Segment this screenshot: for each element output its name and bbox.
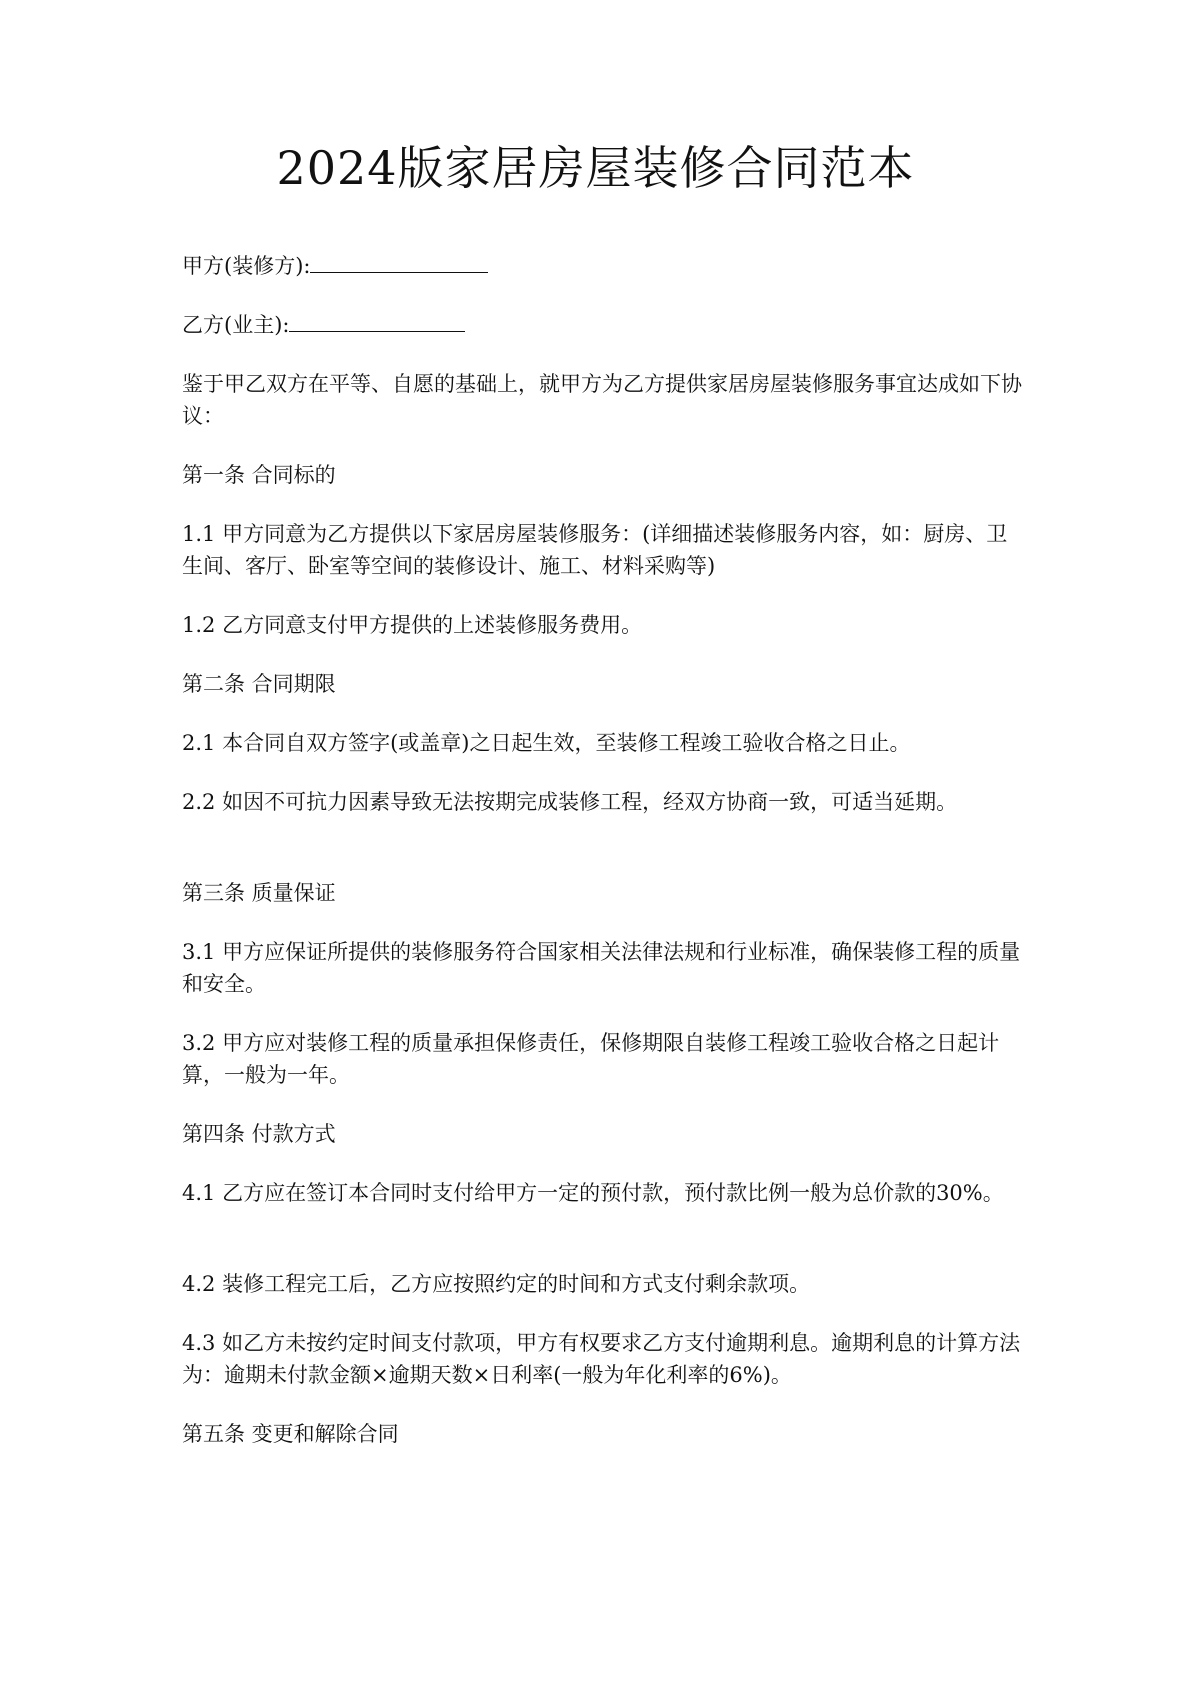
party-a-blank: [310, 250, 488, 273]
intro-paragraph: 鉴于甲乙双方在平等、自愿的基础上，就甲方为乙方提供家居房屋装修服务事宜达成如下协议：: [182, 372, 1022, 428]
clause-2-1: 2.1 本合同自双方签字(或盖章)之日起生效，至装修工程竣工验收合格之日止。: [182, 731, 911, 755]
article-1-heading: 第一条 合同标的: [182, 463, 336, 487]
party-b-label: 乙方(业主):: [182, 313, 290, 337]
party-b-line: [182, 309, 1022, 341]
clause-4-2: 4.2 装修工程完工后，乙方应按照约定的时间和方式支付剩余款项。: [182, 1272, 811, 1296]
article-2-heading: 第二条 合同期限: [182, 672, 336, 696]
article-5-heading: 第五条 变更和解除合同: [182, 1422, 399, 1446]
party-a-line: [182, 250, 1022, 282]
clause-1-1: 1.1 甲方同意为乙方提供以下家居房屋装修服务：(详细描述装修服务内容，如：厨房、卫生间、客厅、卧室等空间的装修设计、施工、材料采购等): [182, 522, 1008, 578]
clause-3-1: 3.1 甲方应保证所提供的装修服务符合国家相关法律法规和行业标准，确保装修工程的质量和安全。: [182, 940, 1021, 996]
party-b-blank: [289, 309, 465, 332]
clause-1-2: 1.2 乙方同意支付甲方提供的上述装修服务费用。: [182, 613, 643, 637]
clause-2-2: 2.2 如因不可抗力因素导致无法按期完成装修工程，经双方协商一致，可适当延期。: [182, 790, 958, 814]
clause-4-1: 4.1 乙方应在签订本合同时支付给甲方一定的预付款，预付款比例一般为总价款的30%。: [182, 1181, 1004, 1205]
clause-4-3: 4.3 如乙方未按约定时间支付款项，甲方有权要求乙方支付逾期利息。逾期利息的计算方法为：逾期未付款金额×逾期天数×日利率(一般为年化利率的6%)。: [182, 1331, 1021, 1387]
article-4-heading: 第四条 付款方式: [182, 1122, 336, 1146]
document-title: 2024版家居房屋装修合同范本: [276, 141, 915, 195]
party-a-label: 甲方(装修方):: [182, 254, 311, 278]
article-3-heading: 第三条 质量保证: [182, 881, 336, 905]
clause-3-2: 3.2 甲方应对装修工程的质量承担保修责任，保修期限自装修工程竣工验收合格之日起计算，一般为一年。: [182, 1031, 1000, 1087]
